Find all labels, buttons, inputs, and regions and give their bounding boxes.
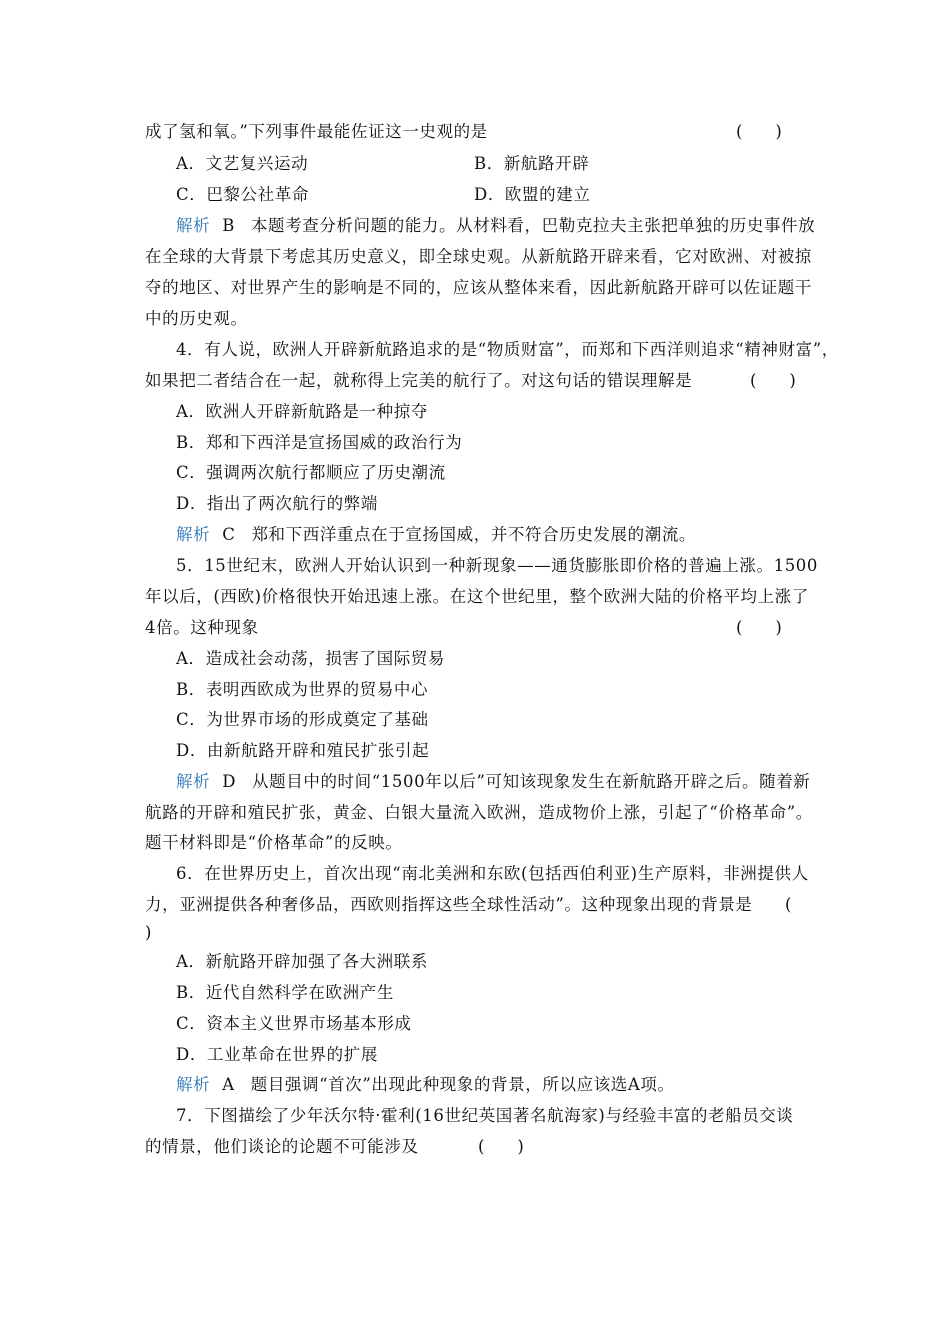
- answer-letter: A: [222, 1075, 235, 1094]
- q7-answer-blank: ( ): [478, 1137, 524, 1156]
- q6-stem-line: 6．在世界历史上，首次出现“南北美洲和东欧(包括西伯利亚)生产原料，非洲提供人: [176, 864, 809, 883]
- q3-option-b: B．新航路开辟: [474, 154, 590, 173]
- q5-stem-line: 5．15世纪末，欧洲人开始认识到一种新现象——通货膨胀即价格的普遍上涨。1500: [176, 556, 818, 575]
- q6-stem-line: 力，亚洲提供各种奢侈品，西欧则指挥这些全球性活动”。这种现象出现的背景是: [145, 895, 753, 914]
- q3-option-d: D．欧盟的建立: [474, 185, 591, 204]
- q6-option-a: A．新航路开辟加强了各大洲联系: [176, 952, 428, 971]
- q4-option-a: A．欧洲人开辟新航路是一种掠夺: [176, 402, 428, 421]
- q4-analysis-line: [176, 524, 696, 546]
- analysis-text: 从题目中的时间“1500年以后”可知该现象发生在新航路开辟之后。随着新: [252, 772, 811, 791]
- q3-analysis-line: 夺的地区、对世界产生的影响是不同的，应该从整体来看，因此新航路开辟可以佐证题干: [145, 278, 812, 297]
- analysis-text: 郑和下西洋重点在于宣扬国威，并不符合历史发展的潮流。: [251, 525, 697, 544]
- q6-option-b: B．近代自然科学在欧洲产生: [176, 983, 394, 1002]
- q5-analysis-line: 题干材料即是“价格革命”的反映。: [145, 833, 403, 852]
- q3-option-a: A．文艺复兴运动: [176, 154, 309, 173]
- q7-stem-line: 的情景，他们谈论的论题不可能涉及: [145, 1137, 419, 1156]
- q6-answer-blank-close: ): [145, 923, 152, 942]
- q6-answer-blank-open: (: [785, 895, 792, 914]
- q3-answer-blank: ( ): [736, 122, 782, 141]
- q3-analysis-line: [176, 215, 815, 237]
- analysis-label: 解析: [176, 772, 211, 791]
- q5-stem-line: 年以后，(西欧)价格很快开始迅速上涨。在这个世纪里，整个欧洲大陆的价格平均上涨了: [145, 587, 809, 606]
- analysis-label: 解析: [176, 216, 211, 235]
- q6-option-d: D．工业革命在世界的扩展: [176, 1045, 378, 1064]
- q5-option-c: C．为世界市场的形成奠定了基础: [176, 710, 429, 729]
- q3-option-c: C．巴黎公社革命: [176, 185, 309, 204]
- answer-letter: D: [222, 772, 237, 791]
- q7-stem-line: 7．下图描绘了少年沃尔特·霍利(16世纪英国著名航海家)与经验丰富的老船员交谈: [176, 1106, 794, 1125]
- analysis-text: 本题考查分析问题的能力。从材料看，巴勒克拉夫主张把单独的历史事件放: [250, 216, 816, 235]
- q5-analysis-line: 航路的开辟和殖民扩张，黄金、白银大量流入欧洲，造成物价上涨，引起了“价格革命”。: [145, 803, 813, 822]
- answer-letter: C: [222, 525, 236, 544]
- analysis-label: 解析: [176, 1075, 211, 1094]
- q5-option-d: D．由新航路开辟和殖民扩张引起: [176, 741, 430, 760]
- q5-answer-blank: ( ): [736, 618, 782, 637]
- q4-option-d: D．指出了两次航行的弊端: [176, 494, 378, 513]
- analysis-text: 题目强调“首次”出现此种现象的背景，所以应该选A项。: [250, 1075, 675, 1094]
- q4-option-c: C．强调两次航行都顺应了历史潮流: [176, 463, 446, 482]
- q3-analysis-line: 在全球的大背景下考虑其历史意义，即全球史观。从新航路开辟来看，它对欧洲、对被掠: [145, 247, 812, 266]
- q5-stem-line: 4倍。这种现象: [145, 618, 259, 637]
- analysis-label: 解析: [176, 525, 211, 544]
- q6-analysis-line: [176, 1074, 675, 1096]
- q5-option-b: B．表明西欧成为世界的贸易中心: [176, 680, 429, 699]
- q4-answer-blank: ( ): [750, 371, 796, 390]
- q4-stem-line: 4．有人说，欧洲人开辟新航路追求的是“物质财富”，而郑和下西洋则追求“精神财富”，: [176, 340, 839, 359]
- q3-analysis-line: 中的历史观。: [145, 309, 248, 328]
- answer-letter: B: [222, 216, 235, 235]
- q3-stem-line: 成了氢和氧。”下列事件最能佐证这一史观的是: [145, 122, 488, 141]
- q5-analysis-line: [176, 771, 810, 793]
- q6-option-c: C．资本主义世界市场基本形成: [176, 1014, 412, 1033]
- q4-stem-line: 如果把二者结合在一起，就称得上完美的航行了。对这句话的错误理解是: [145, 371, 693, 390]
- q5-option-a: A．造成社会动荡，损害了国际贸易: [176, 649, 446, 668]
- q4-option-b: B．郑和下西洋是宣扬国威的政治行为: [176, 433, 463, 452]
